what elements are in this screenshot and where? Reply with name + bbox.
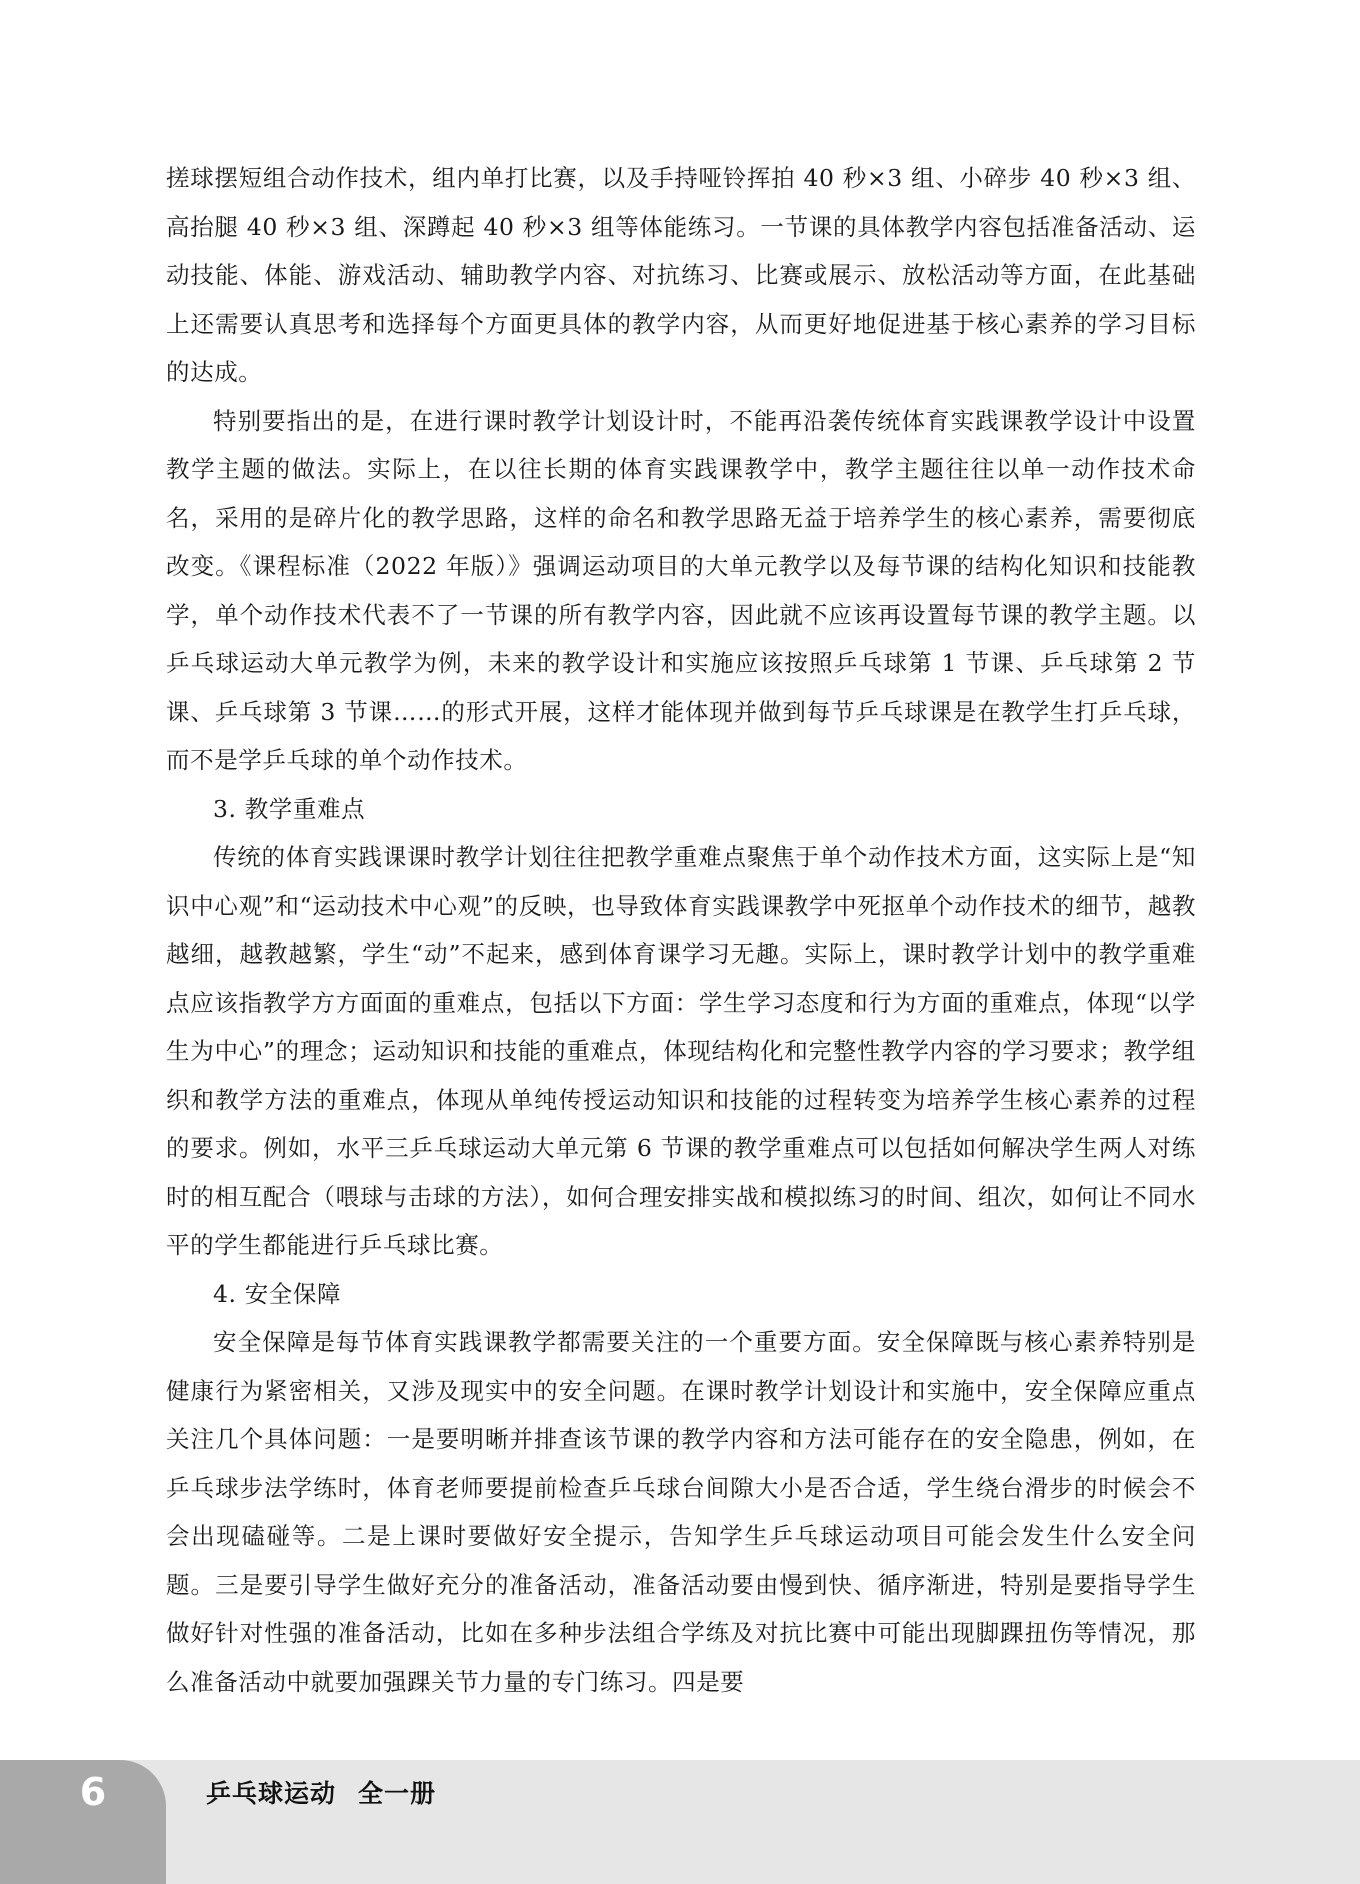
page-body <box>166 154 1196 1706</box>
page-number: 6 <box>79 1770 107 1814</box>
running-footer-title <box>206 1770 436 1818</box>
volume-label: 全一册 <box>358 1779 437 1808</box>
paragraph-safety: 安全保障是每节体育实践课教学都需要关注的一个重要方面。安全保障既与核心素养特别是健康行为紧密相关，又涉及现实中的安全问题。在课时教学计划设计和实施中，安全保障应重点关注几个具体问题：一是要明晰并排查该节课的教学内容和方法可能存在的安全隐患，例如，在乒乓球步法学练时，体育老师要提前检查乒乓球台间隙大小是否合适，学生绕台滑步的时候会不会出现磕碰等。二是上课时要做好安全提示，告知学生乒乓球运动项目可能会发生什么安全问题。三是要引导学生做好充分的准备活动，准备活动要由慢到快、循序渐进，特别是要指导学生做好针对性强的准备活动，比如在多种步法组合学练及对抗比赛中可能出现脚踝扭伤等情况，那么准备活动中就要加强踝关节力量的专门练习。四是要 <box>166 1328 1196 1696</box>
footer-band <box>0 1760 1360 1884</box>
section-heading-key-difficulties: 3. 教学重难点 <box>213 794 366 823</box>
paragraph-teaching-theme: 特别要指出的是，在进行课时教学计划设计时，不能再沿袭传统体育实践课教学设计中设置教学主题的做法。实际上，在以往长期的体育实践课教学中，教学主题往往以单一动作技术命名，采用的是碎片化的教学思路，这样的命名和教学思路无益于培养学生的核心素养，需要彻底改变。《课程标准（2022 年版）》强调运动项目的大单元教学以及每节课的结构化知识和技能教学，单个动作技术代表不了一节课的所有教学内容，因此就不应该再设置每节课的教学主题。以乒乓球运动大单元教学为例，未来的教学设计和实施应该按照乒乓球第 1 节课、乒乓球第 2 节课、乒乓球第 3 节课……的形式开展，这样才能体现并做到每节乒乓球课是在教学生打乒乓球，而不是学乒乓球的单个动作技术。 <box>166 406 1196 774</box>
paragraph-continued: 搓球摆短组合动作技术，组内单打比赛，以及手持哑铃挥拍 40 秒×3 组、小碎步 40 秒×3 组、高抬腿 40 秒×3 组、深蹲起 40 秒×3 组等体能练习。一节课的具体教学内容包括准备活动、运动技能、体能、游戏活动、辅助教学内容、对抗练习、比赛或展示、放松活动等方面，在此基础上还需要认真思考和选择每个方面更具体的教学内容，从而更好地促进基于核心素养的学习目标的达成。 <box>166 164 1196 386</box>
section-heading-safety: 4. 安全保障 <box>213 1279 342 1308</box>
paragraph-key-difficulties: 传统的体育实践课课时教学计划往往把教学重难点聚焦于单个动作技术方面，这实际上是“知识中心观”和“运动技术中心观”的反映，也导致体育实践课教学中死抠单个动作技术的细节，越教越细，越教越繁，学生“动”不起来，感到体育课学习无趣。实际上，课时教学计划中的教学重难点应该指教学方方面面的重难点，包括以下方面：学生学习态度和行为方面的重难点，体现“以学生为中心”的理念；运动知识和技能的重难点，体现结构化和完整性教学内容的学习要求；教学组织和教学方法的重难点，体现从单纯传授运动知识和技能的过程转变为培养学生核心素养的过程的要求。例如，水平三乒乓球运动大单元第 6 节课的教学重难点可以包括如何解决学生两人对练时的相互配合（喂球与击球的方法），如何合理安排实战和模拟练习的时间、组次，如何让不同水平的学生都能进行乒乓球比赛。 <box>166 843 1196 1259</box>
book-title: 乒乓球运动 <box>206 1779 337 1808</box>
